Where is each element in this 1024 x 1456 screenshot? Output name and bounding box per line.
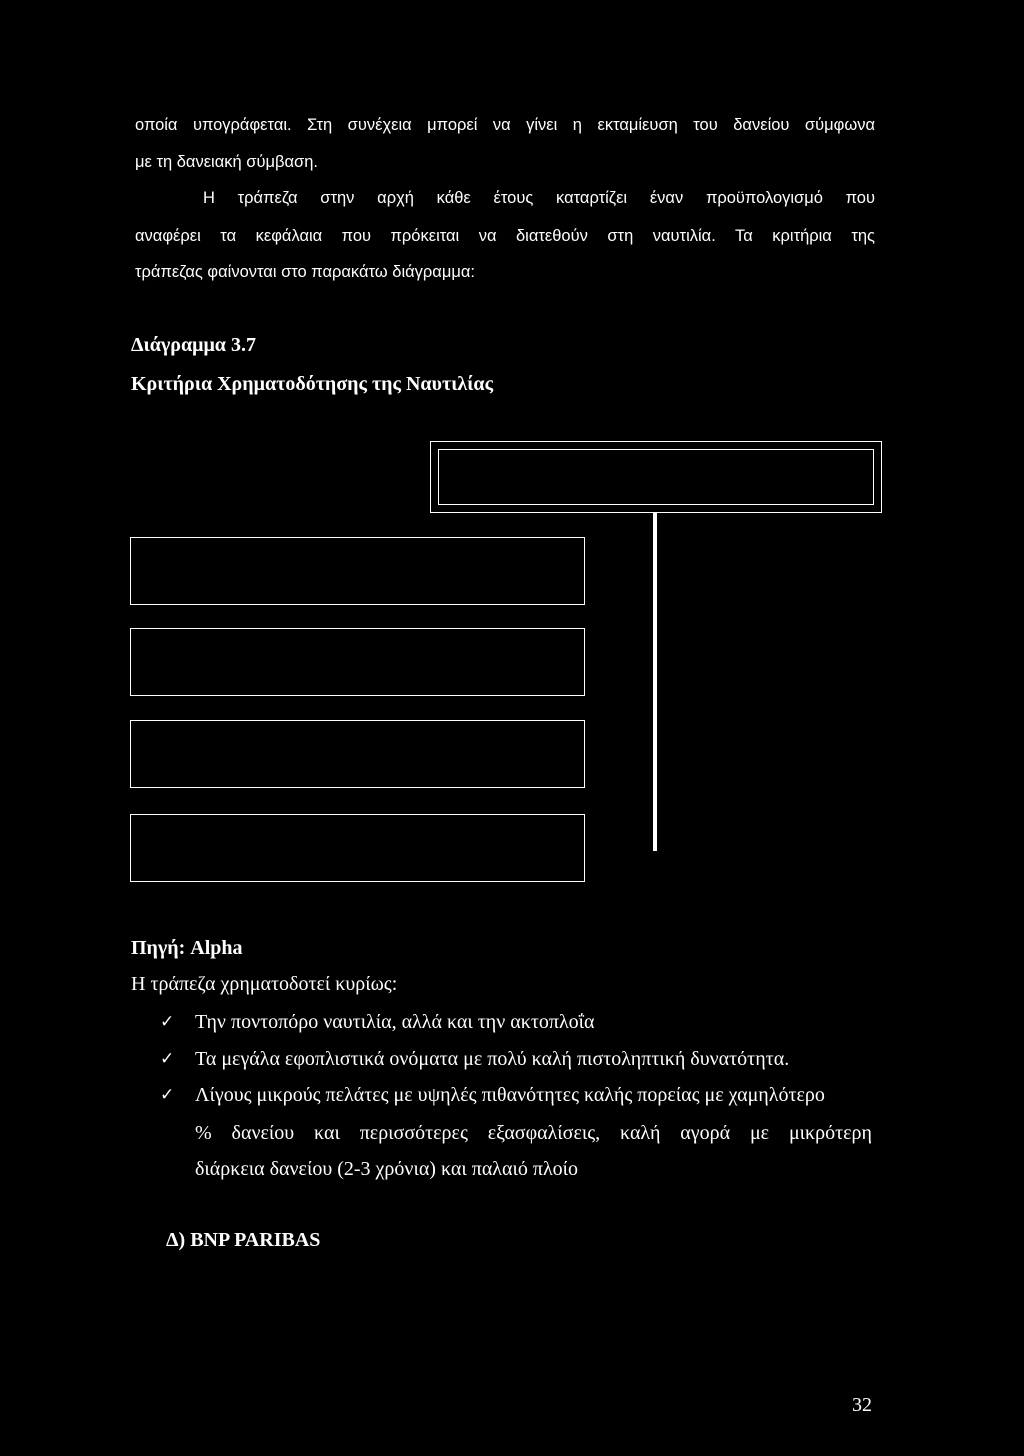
bullet-item-3: Λίγους μικρούς πελάτες με υψηλές πιθανότητες καλής πορείας με χαμηλότερο	[195, 1084, 825, 1106]
intro-line-1: οποία υπογράφεται. Στη συνέχεια μπορεί να γίνει η εκταμίευση του δανείου σύμφωνα	[135, 116, 875, 134]
bullet-item-1: Την ποντοπόρο ναυτιλία, αλλά και την ακτοπλοΐα	[195, 1011, 595, 1033]
diagram-criterion-box-4	[130, 814, 585, 882]
check-icon: ✓	[160, 1049, 175, 1069]
page-number: 32	[852, 1394, 872, 1416]
section-heading: Δ) BNP PARIBAS	[166, 1229, 321, 1251]
intro-line-3: Η τράπεζα στην αρχή κάθε έτους καταρτίζει έναν προϋπολογισμό που	[203, 189, 875, 207]
bullet-item-2: Τα μεγάλα εφοπλιστικά ονόματα με πολύ καλή πιστοληπτική δυνατότητα.	[195, 1048, 790, 1070]
check-icon: ✓	[160, 1085, 175, 1105]
diagram-label: Διάγραμμα 3.7	[131, 334, 256, 356]
diagram-criterion-box-2	[130, 628, 585, 696]
diagram-top-box-inner	[438, 449, 874, 505]
diagram-source: Πηγή: Alpha	[131, 937, 243, 959]
diagram-connector-line	[653, 513, 657, 851]
diagram-title: Κριτήρια Χρηματοδότησης της Ναυτιλίας	[131, 373, 494, 395]
intro-line-2: με τη δανειακή σύμβαση.	[135, 153, 318, 171]
lead-sentence: Η τράπεζα χρηματοδοτεί κυρίως:	[131, 973, 398, 995]
check-icon: ✓	[160, 1012, 175, 1032]
diagram-criterion-box-3	[130, 720, 585, 788]
bullet-item-3-continuation-1: % δανείου και περισσότερες εξασφαλίσεις, καλή αγορά με μικρότερη	[195, 1122, 872, 1144]
diagram-criterion-box-1	[130, 537, 585, 605]
bullet-item-3-continuation-2: διάρκεια δανείου (2-3 χρόνια) και παλαιό πλοίο	[195, 1158, 579, 1180]
intro-line-5: τράπεζας φαίνονται στο παρακάτω διάγραμμα:	[135, 263, 475, 281]
intro-line-4: αναφέρει τα κεφάλαια που πρόκειται να διατεθούν στη ναυτιλία. Τα κριτήρια της	[135, 227, 875, 245]
